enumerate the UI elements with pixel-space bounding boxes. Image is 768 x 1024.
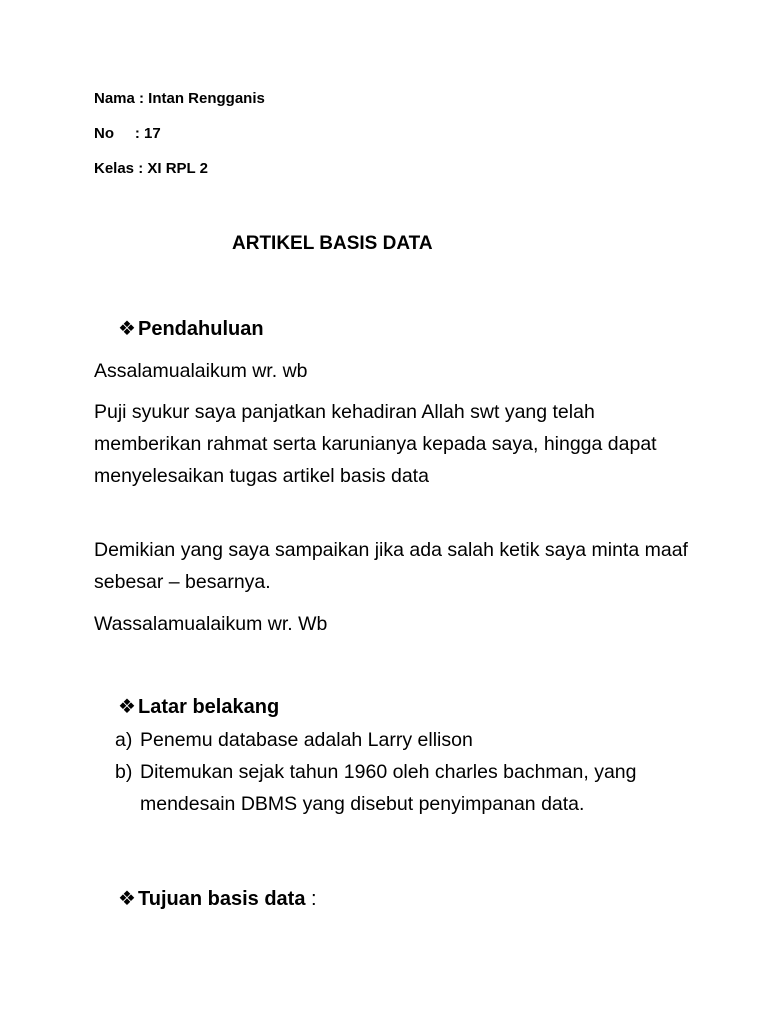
diamond-bullet-icon: ❖: [118, 318, 136, 340]
apology-paragraph: Demikian yang saya sampaikan jika ada salah ketik saya minta maaf sebesar – besarnya.: [94, 539, 688, 593]
list-item: [115, 756, 675, 820]
list-item-text: Ditemukan sejak tahun 1960 oleh charles bachman, yang mendesain DBMS yang disebut penyimpanan data.: [140, 761, 637, 815]
latar-belakang-list: [115, 724, 675, 820]
section-heading-text: Tujuan basis data: [138, 888, 306, 910]
student-name: Nama : Intan Rengganis: [94, 90, 265, 107]
section-heading-pendahuluan: [118, 316, 264, 341]
list-item-text: Penemu database adalah Larry ellison: [140, 729, 473, 751]
section-heading-text: Pendahuluan: [138, 318, 264, 340]
list-marker: b): [115, 761, 133, 783]
section-heading-latar-belakang: [118, 694, 279, 719]
diamond-bullet-icon: ❖: [118, 696, 136, 718]
student-class: Kelas : XI RPL 2: [94, 160, 208, 177]
section-heading-text: Latar belakang: [138, 696, 280, 718]
closing-paragraph: Wassalamualaikum wr. Wb: [94, 613, 328, 635]
student-number: No : 17: [94, 125, 161, 142]
document-title: ARTIKEL BASIS DATA: [232, 233, 433, 254]
list-item: [115, 724, 675, 756]
diamond-bullet-icon: ❖: [118, 888, 136, 910]
section-heading-tujuan: [118, 886, 317, 911]
heading-colon: :: [305, 888, 317, 910]
list-marker: a): [115, 729, 133, 751]
intro-paragraph: Puji syukur saya panjatkan kehadiran Allah swt yang telah memberikan rahmat serta karunianya kepada saya, hingga dapat menyelesaikan tugas artikel basis data: [94, 401, 657, 487]
greeting-paragraph: Assalamualaikum wr. wb: [94, 360, 308, 382]
